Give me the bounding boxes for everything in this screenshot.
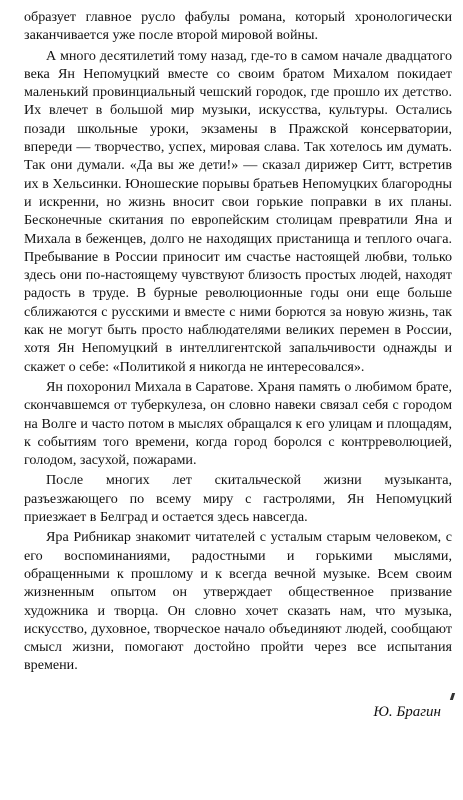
document-body	[24, 8, 452, 675]
author-signature: Ю. Брагин	[373, 704, 441, 720]
paragraph-saratov: Ян похоронил Михала в Саратове. Храня память о любимом брате, скончавшемся от туберкулеза, он словно навеки связал себя с городом на Волге и часто потом в мыслях обращался к его улицам и площадям, к событиям того времени, когда город боролся с контрреволюцией, голодом, засухой, пожарами.	[24, 378, 452, 469]
paragraph-belgrade: После многих лет скитальческой жизни музыканта, разъезжающего по всему миру с гастролями, Ян Непомуцкий приезжает в Белград и остается здесь навсегда.	[24, 472, 452, 526]
ink-mark	[450, 693, 455, 700]
paragraph-conclusion: Яра Рибникар знакомит читателей с усталым старым человеком, с его воспоминаниями, радостными и горькими мыслями, обращенными к прошлому и к всегда вечной музыке. Всем своим жизненным опытом он утверждает общественное призвание художника и творца. Он словно хочет сказать нам, что музыка, искусство, духовное, творческое начало объединяют людей, сообщают смысл жизни, помогают достойно пройти через все испытания времени.	[24, 529, 452, 674]
paragraph-brothers-journey: А много десятилетий тому назад, где-то в самом начале двадцатого века Ян Непомуцкий вместе со своим братом Михалом покидает маленький провинциальный чешский городок, где прошло их детство. Их влечет в большой мир музыки, искусства, культуры. Остались позади школьные уроки, экзамены в Пражской консерватории, впереди — творчество, успех, мировая слава. Так хотелось им думать. Так они думали. «Да вы же дети!» — сказал дирижер Ситт, встретив их в Хельсинки. Юношеские порывы братьев Непомуцких благородны и искренни, но жизнь вносит свои горькие поправки в их планы. Бесконечные скитания по европейским столицам превратили Яна и Михала в беженцев, долго не находящих пристанища и теплого очага. Пребывание в России приносит им счастье настоящей любви, только здесь они по-настоящему чувствуют близость простых людей, находят радость в труде. В бурные революционные годы они еще больше сближаются с русскими и вместе с ними борются за новую жизнь, так как не могут быть просто наблюдателями великих перемен в России, хотя Ян Непомуцкий в интеллигентской запальчивости однажды и скажет о себе: «Политикой я никогда не интересовался».	[24, 47, 452, 375]
paragraph-continuation: образует главное русло фабулы романа, который хронологически заканчивается уже после второй мировой войны.	[24, 9, 452, 44]
